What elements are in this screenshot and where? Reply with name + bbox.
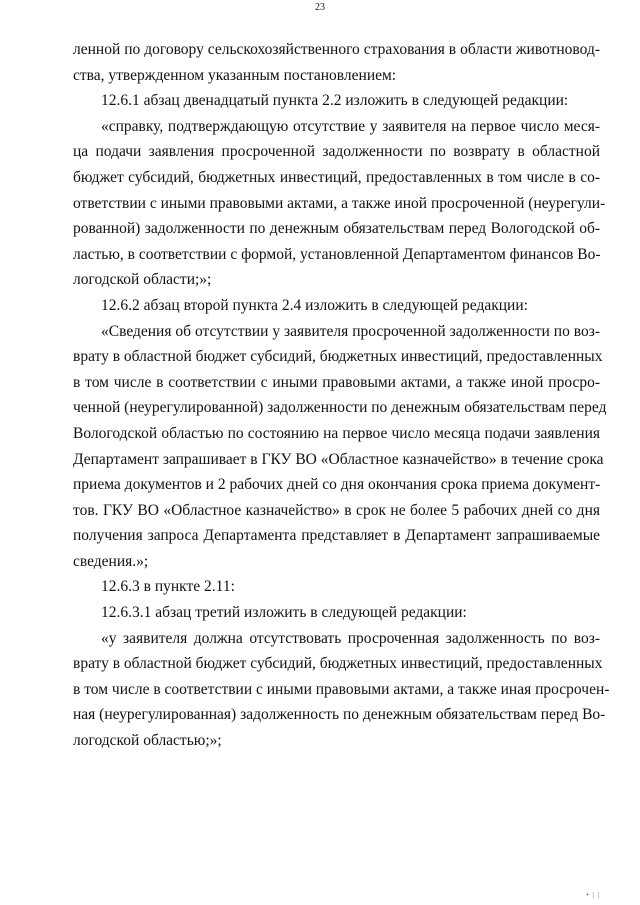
document-body — [73, 37, 610, 754]
clause-heading: 12.6.3.1 абзац третий изложить в следующей редакции: — [101, 604, 467, 622]
text-line: в том числе в соответствии с иными правовыми актами, а также иной просро- — [73, 373, 600, 391]
text-line: ластью, в соответствии с формой, установленной Департаментом финансов Во- — [73, 245, 601, 263]
text-line: «справку, подтверждающую отсутствие у заявителя на первое число меся- — [101, 117, 600, 135]
text-line: врату в областной бюджет субсидий, бюджетных инвестиций, предоставленных — [73, 348, 603, 366]
text-line: сведения.»; — [73, 552, 149, 570]
clause-heading: 12.6.1 абзац двенадцатый пункта 2.2 изложить в следующей редакции: — [101, 92, 569, 110]
text-line: логодской областью;»; — [73, 732, 222, 750]
text-line: Департамент запрашивает в ГКУ ВО «Областное казначейство» в течение срока — [73, 450, 604, 468]
text-line: «у заявителя должна отсутствовать просроченная задолженность по воз- — [101, 629, 600, 647]
text-line: бюджет субсидий, бюджетных инвестиций, предоставленных в том числе в со- — [73, 168, 600, 186]
text-line: ства, утвержденном указанным постановлением: — [73, 66, 397, 84]
text-line: ленной по договору сельскохозяйственного страхования в области животновод- — [73, 41, 600, 58]
text-line: в том числе в соответствии с иными правовыми актами, а также иная просрочен- — [73, 680, 610, 698]
text-line: ца подачи заявления просроченной задолженности по возврату в областной — [73, 143, 600, 161]
clause-heading: 12.6.2 абзац второй пункта 2.4 изложить в следующей редакции: — [101, 296, 528, 314]
clause-heading: 12.6.3 в пункте 2.11: — [101, 578, 235, 596]
page-number: 23 — [315, 2, 325, 13]
text-line: ченной (неурегулированной) задолженности по денежным обязательствам перед — [73, 399, 607, 417]
text-line: Вологодской областью по состоянию на первое число месяца подачи заявления — [73, 424, 600, 442]
text-line: получения запроса Департамента представляет в Департамент запрашиваемые — [73, 527, 600, 545]
text-line: ная (неурегулированная) задолженность по денежным обязательствам перед Во- — [73, 706, 606, 724]
text-line: приема документов и 2 рабочих дней со дня окончания срока приема документ- — [73, 476, 601, 494]
text-line: врату в областной бюджет субсидий, бюджетных инвестиций, предоставленных — [73, 655, 603, 673]
text-line: «Сведения об отсутствии у заявителя просроченной задолженности по воз- — [101, 322, 600, 340]
text-line: логодской области;»; — [73, 271, 212, 289]
scan-mark: • | | — [586, 891, 600, 899]
text-line: рованной) задолженности по денежным обязательствам перед Вологодской об- — [73, 220, 600, 238]
text-line: ответствии с иными правовыми актами, а также иной просроченной (неурегули- — [73, 194, 606, 212]
text-line: тов. ГКУ ВО «Областное казначейство» в срок не более 5 рабочих дней со дня — [73, 501, 600, 519]
